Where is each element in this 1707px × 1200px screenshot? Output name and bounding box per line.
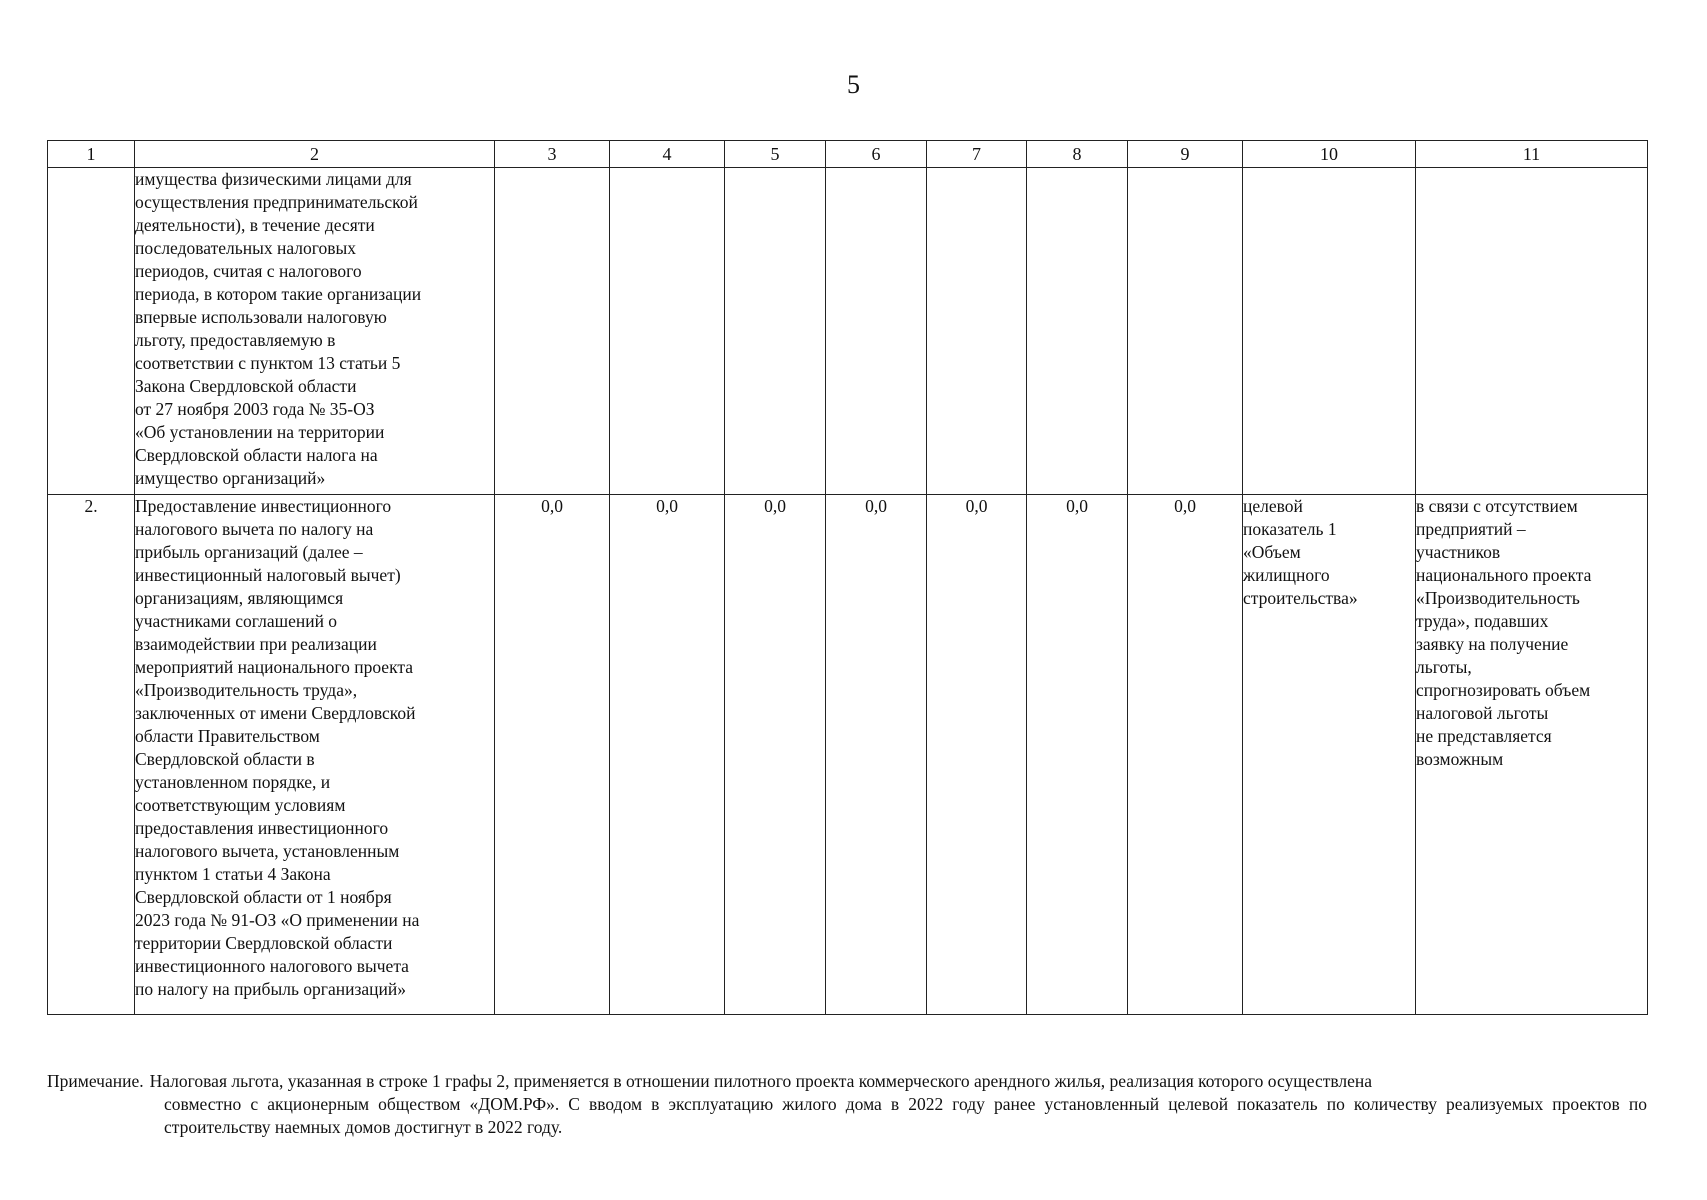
row-number [48, 168, 135, 495]
footnote-label: Примечание. [47, 1071, 144, 1091]
column-header-4: 4 [610, 141, 725, 168]
value-cell [826, 168, 927, 495]
value-cell [1128, 168, 1243, 495]
column-header-1: 1 [48, 141, 135, 168]
comment-cell: в связи с отсутствием предприятий – участников национального проекта «Производительность труда», подавших заявку на получение льготы, спрогнозировать объем налоговой льготы не представляется возможным [1416, 495, 1648, 1015]
footnote-first-line: Налоговая льгота, указанная в строке 1 графы 2, применяется в отношении пилотного проекта коммерческого арендного жилья, реализация которого осуществлена [149, 1071, 1373, 1091]
column-header-5: 5 [725, 141, 826, 168]
benefit-description: имущества физическими лицами для осуществления предпринимательской деятельности), в течение десяти последовательных налоговых периодов, считая с налогового периода, в котором такие организации впервые использовали налоговую льготу, предоставляемую в соответствии с пунктом 13 статьи 5 Закона Свердловской области от 27 ноября 2003 года № 35-ОЗ «Об установлении на территории Свердловской области налога на имущество организаций» [135, 168, 495, 495]
target-indicator: целевой показатель 1 «Объем жилищного строительства» [1243, 495, 1416, 1015]
column-header-9: 9 [1128, 141, 1243, 168]
column-header-6: 6 [826, 141, 927, 168]
table-row [48, 495, 1648, 1015]
tax-benefits-table [47, 140, 1648, 1015]
value-cell: 0,0 [826, 495, 927, 1015]
value-cell [1027, 168, 1128, 495]
column-header-2: 2 [135, 141, 495, 168]
target-indicator [1243, 168, 1416, 495]
column-header-10: 10 [1243, 141, 1416, 168]
column-header-8: 8 [1027, 141, 1128, 168]
benefit-description: Предоставление инвестиционного налогового вычета по налогу на прибыль организаций (далее – инвестиционный налоговый вычет) организациям, являющимся участниками соглашений о взаимодействии при реализации мероприятий национального проекта «Производительность труда», заключенных от имени Свердловской области Правительством Свердловской области в установленном порядке, и соответствующим условиям предоставления инвестиционного налогового вычета, установленным пунктом 1 статьи 4 Закона Свердловской области от 1 ноября 2023 года № 91-ОЗ «О применении на территории Свердловской области инвестиционного налогового вычета по налогу на прибыль организаций» [135, 495, 495, 1015]
column-header-11: 11 [1416, 141, 1648, 168]
value-cell: 0,0 [495, 495, 610, 1015]
value-cell: 0,0 [725, 495, 826, 1015]
value-cell: 0,0 [927, 495, 1027, 1015]
column-header-7: 7 [927, 141, 1027, 168]
column-header-3: 3 [495, 141, 610, 168]
value-cell [725, 168, 826, 495]
value-cell: 0,0 [1027, 495, 1128, 1015]
value-cell [610, 168, 725, 495]
table-row [48, 168, 1648, 495]
value-cell [495, 168, 610, 495]
value-cell: 0,0 [610, 495, 725, 1015]
column-number-row [48, 141, 1648, 168]
footnote [47, 1070, 1647, 1139]
page-number: 5 [847, 70, 860, 99]
value-cell [927, 168, 1027, 495]
row-number: 2. [48, 495, 135, 1015]
comment-cell [1416, 168, 1648, 495]
value-cell: 0,0 [1128, 495, 1243, 1015]
footnote-continuation: совместно с акционерным обществом «ДОМ.РФ». С вводом в эксплуатацию жилого дома в 2022 году ранее установленный целевой показатель по количеству реализуемых проектов по строительству наемных домов достигнут в 2022 году. [164, 1094, 1647, 1137]
